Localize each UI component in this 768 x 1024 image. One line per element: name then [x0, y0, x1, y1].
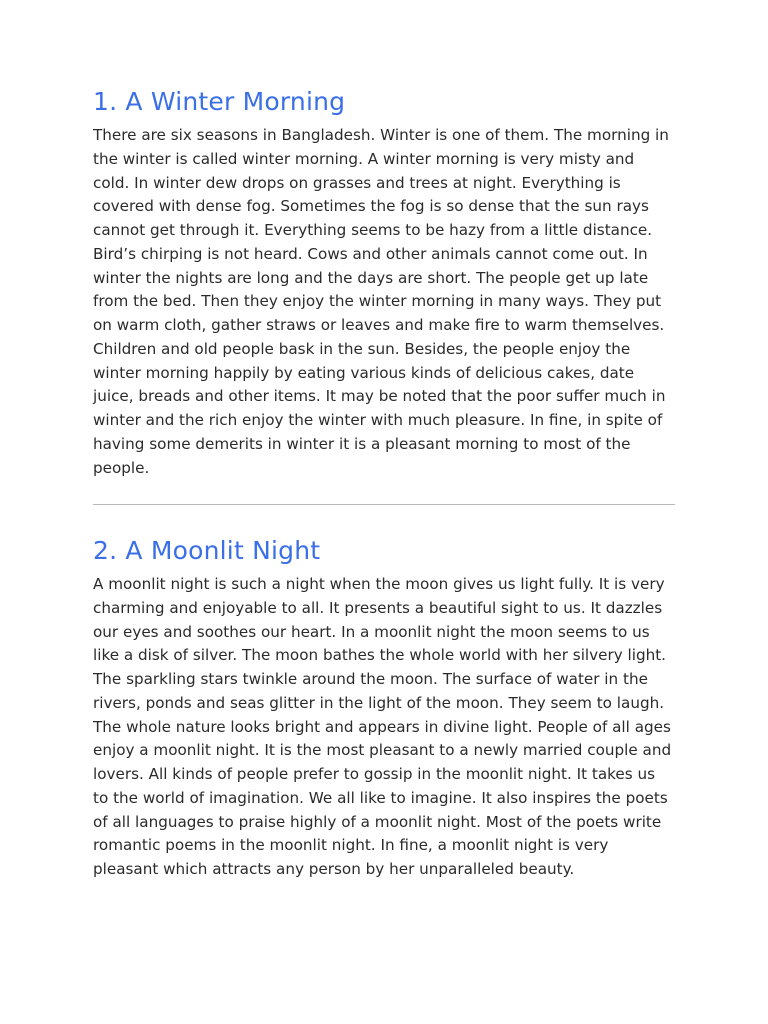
section-divider	[93, 504, 675, 505]
section-body-winter-morning: There are six seasons in Bangladesh. Winter is one of them. The morning in the winter is called winter morning. A winter morning is very misty and cold. In winter dew drops on grasses and trees at night. Everything is covered with dense fog. Sometimes the fog is so dense that the sun rays cannot get through it. Everything seems to be hazy from a little distance. Bird’s chirping is not heard. Cows and other animals cannot come out. In winter the nights are long and the days are short. The people get up late from the bed. Then they enjoy the winter morning in many ways. They put on warm cloth, gather straws or leaves and make fire to warm themselves. Children and old people bask in the sun. Besides, the people enjoy the winter morning happily by eating various kinds of delicious cakes, date juice, breads and other items. It may be noted that the poor suffer much in winter and the rich enjoy the winter with much pleasure. In fine, in spite of having some demerits in winter it is a pleasant morning to most of the people.	[93, 126, 669, 477]
section-title-winter-morning: 1. A Winter Morning	[93, 87, 346, 116]
section-title-moonlit-night: 2. A Moonlit Night	[93, 536, 321, 565]
section-body-moonlit-night: A moonlit night is such a night when the moon gives us light fully. It is very charming and enjoyable to all. It presents a beautiful sight to us. It dazzles our eyes and soothes our heart. In a moonlit night the moon seems to us like a disk of silver. The moon bathes the whole world with her silvery light. The sparkling stars twinkle around the moon. The surface of water in the rivers, ponds and seas glitter in the light of the moon. They seem to laugh. The whole nature looks bright and appears in divine light. People of all ages enjoy a moonlit night. It is the most pleasant to a newly married couple and lovers. All kinds of people prefer to gossip in the moonlit night. It takes us to the world of imagination. We all like to imagine. It also inspires the poets of all languages to praise highly of a moonlit night. Most of the poets write romantic poems in the moonlit night. In fine, a moonlit night is very pleasant which attracts any person by her unparalleled beauty.	[93, 575, 672, 878]
